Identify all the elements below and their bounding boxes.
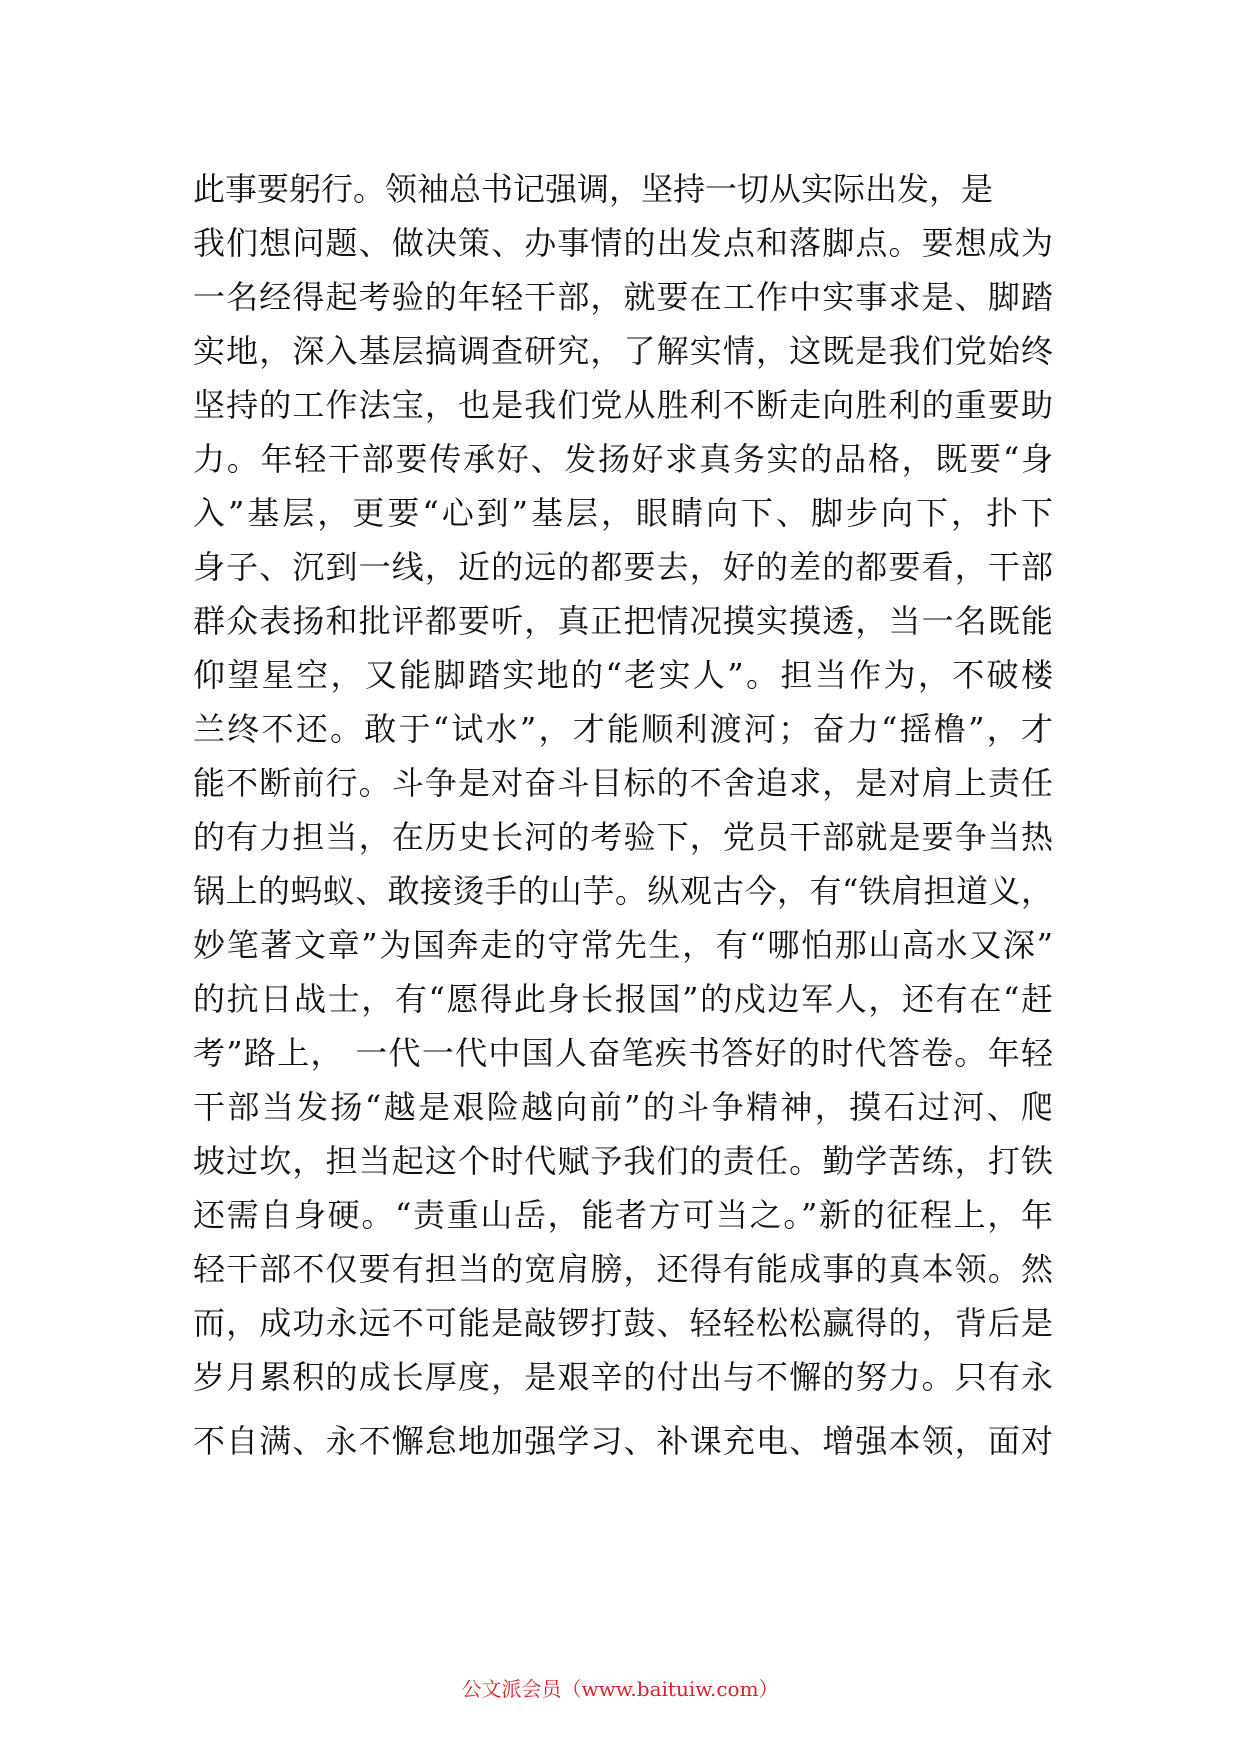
text-line: 坚持的工作法宝，也是我们党从胜利不断走向胜利的重要助 (193, 386, 1053, 424)
text-line: 兰终不还。敢于“试水”，才能顺利渡河；奋力“摇橹”，才 (193, 710, 1053, 748)
text-line: 的抗日战士，有“愿得此身长报国”的戍边军人，还有在“赶 (193, 980, 1053, 1018)
text-line: 坡过坎，担当起这个时代赋予我们的责任。勤学苦练，打铁 (193, 1142, 1053, 1180)
text-line: 我们想问题、做决策、办事情的出发点和落脚点。要想成为 (193, 224, 1053, 262)
text-line: 力。年轻干部要传承好、发扬好求真务实的品格，既要“身 (193, 440, 1053, 478)
text-line: 一名经得起考验的年轻干部，就要在工作中实事求是、脚踏 (193, 278, 1053, 316)
text-line: 的有力担当，在历史长河的考验下，党员干部就是要争当热 (193, 818, 1053, 856)
text-line: 仰望星空，又能脚踏实地的“老实人”。担当作为，不破楼 (193, 656, 1053, 694)
text-line: 岁月累积的成长厚度，是艰辛的付出与不懈的努力。只有永 (193, 1358, 1053, 1396)
text-line: 入”基层，更要“心到”基层，眼睛向下、脚步向下，扑下 (193, 494, 1053, 532)
text-line: 能不断前行。斗争是对奋斗目标的不舍追求，是对肩上责任 (193, 764, 1053, 802)
text-line: 不自满、永不懈怠地加强学习、补课充电、增强本领，面对 (193, 1422, 1053, 1460)
text-line: 还需自身硬。“责重山岳，能者方可当之。”新的征程上，年 (193, 1196, 1053, 1234)
text-line: 锅上的蚂蚁、敢接烫手的山芋。纵观古今，有“铁肩担道义， (193, 872, 1053, 910)
text-line: 此事要躬行。领袖总书记强调，坚持一切从实际出发，是 (193, 170, 994, 208)
text-line: 而，成功永远不可能是敲锣打鼓、轻轻松松赢得的，背后是 (193, 1304, 1053, 1342)
text-line: 实地，深入基层搞调查研究，了解实情，这既是我们党始终 (193, 332, 1053, 370)
text-line: 考”路上， 一代一代中国人奋笔疾书答好的时代答卷。年轻 (193, 1034, 1053, 1072)
text-line: 群众表扬和批评都要听，真正把情况摸实摸透，当一名既能 (193, 602, 1053, 640)
text-line: 轻干部不仅要有担当的宽肩膀，还得有能成事的真本领。然 (193, 1250, 1053, 1288)
body-paragraph (193, 162, 1053, 1468)
text-line: 干部当发扬“越是艰险越向前”的斗争精神，摸石过河、爬 (193, 1088, 1053, 1126)
footer-watermark: 公文派会员（www.baituiw.com） (461, 1677, 779, 1701)
text-line: 妙笔著文章”为国奔走的守常先生，有“哪怕那山高水又深” (193, 926, 1053, 964)
text-line: 身子、沉到一线，近的远的都要去，好的差的都要看，干部 (193, 548, 1053, 586)
